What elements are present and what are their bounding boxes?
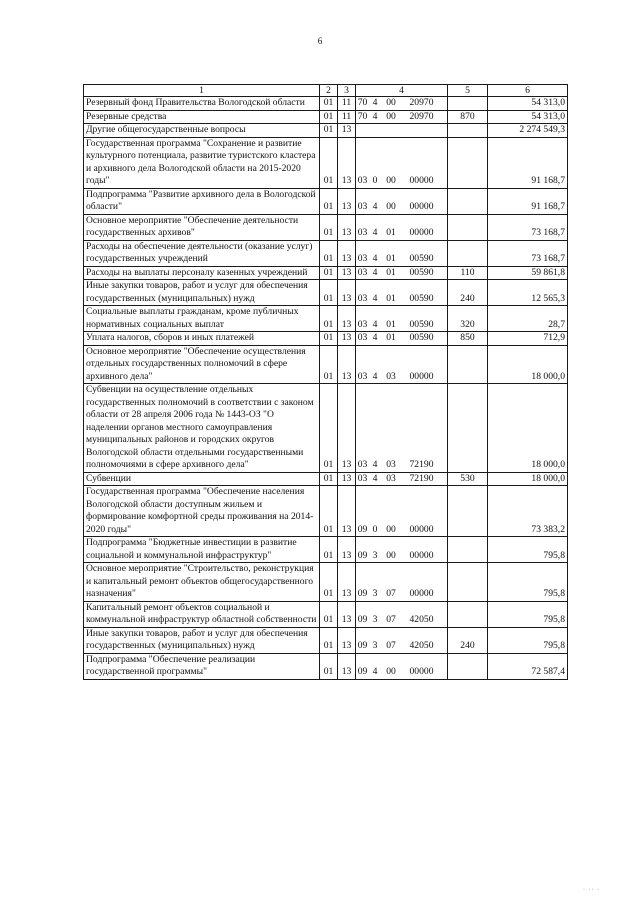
target-article-part: 03 — [386, 370, 396, 382]
target-article-part: 4 — [372, 472, 378, 484]
section-code-cell: 01 — [320, 537, 338, 563]
target-article-part: 09 — [357, 549, 368, 561]
target-article-part: 09 — [357, 523, 368, 535]
target-article-part: 03 — [357, 459, 368, 470]
target-article-part: 07 — [386, 588, 396, 599]
amount-cell: 54 313,0 — [488, 110, 568, 124]
target-article-part: 00000 — [409, 201, 434, 212]
amount-cell: 12 565,3 — [488, 280, 568, 306]
row-name-cell: Уплата налогов, сборов и иных платежей — [84, 332, 320, 346]
target-article-part: 00590 — [409, 318, 434, 330]
table-row — [84, 537, 568, 563]
target-article-part: 4 — [372, 666, 378, 677]
expense-type-cell: 850 — [448, 332, 488, 346]
row-name-cell: Социальные выплаты гражданам, кроме публичных нормативных социальных выплат — [84, 306, 320, 332]
target-article-cell — [356, 627, 448, 653]
table-row — [84, 266, 568, 280]
table-row — [84, 110, 568, 124]
target-article-part: 01 — [386, 227, 396, 238]
subsection-code-cell: 13 — [338, 345, 356, 384]
target-article-part: 03 — [357, 175, 368, 186]
target-article-part: 3 — [372, 588, 378, 599]
target-article-part: 01 — [386, 292, 396, 304]
amount-cell: 28,7 — [488, 306, 568, 332]
header-cell: 3 — [338, 85, 356, 97]
expense-type-cell: 320 — [448, 306, 488, 332]
target-article-part: 72190 — [409, 459, 434, 470]
section-code-cell: 01 — [320, 214, 338, 240]
target-article-cell — [356, 240, 448, 266]
table-row — [84, 137, 568, 188]
row-name-cell: Основное мероприятие "Обеспечение осуществления отдельных государственных полномочий в сфере архивного дела" — [84, 345, 320, 384]
expense-type-cell — [448, 124, 488, 138]
target-article-part: 00 — [386, 523, 396, 535]
target-article-cell — [356, 472, 448, 486]
target-article-part: 72190 — [409, 472, 434, 484]
amount-cell: 91 168,7 — [488, 137, 568, 188]
row-name-cell: Государственная программа "Обеспечение населения Вологодской области доступным жильем и формирование комфортной среды проживания на 2014-2020 годы" — [84, 486, 320, 537]
amount-cell: 59 861,8 — [488, 266, 568, 280]
table-row — [84, 653, 568, 679]
target-article-part: 00000 — [409, 227, 434, 238]
table-header-row — [84, 85, 568, 97]
target-article-part: 03 — [357, 472, 368, 484]
expense-type-cell — [448, 653, 488, 679]
section-code-cell: 01 — [320, 266, 338, 280]
target-article-part: 4 — [372, 332, 378, 343]
row-name-cell: Другие общегосударственные вопросы — [84, 124, 320, 138]
row-name-cell: Расходы на выплаты персоналу казенных учреждений — [84, 266, 320, 280]
target-article-part: 3 — [372, 640, 378, 651]
target-article-cell — [356, 345, 448, 384]
row-name-cell: Иные закупки товаров, работ и услуг для обеспечения государственных (муниципальных) нужд — [84, 627, 320, 653]
expense-type-cell — [448, 384, 488, 473]
table-row — [84, 563, 568, 602]
target-article-part: 03 — [357, 253, 368, 264]
section-code-cell: 01 — [320, 124, 338, 138]
target-article-part: 01 — [386, 332, 396, 343]
target-article-part: 03 — [386, 459, 396, 470]
target-article-part: 03 — [386, 472, 396, 484]
subsection-code-cell: 13 — [338, 266, 356, 280]
amount-cell: 72 587,4 — [488, 653, 568, 679]
amount-cell: 795,8 — [488, 601, 568, 627]
target-article-cell — [356, 110, 448, 124]
section-code-cell: 01 — [320, 280, 338, 306]
table-row — [84, 486, 568, 537]
target-article-part: 4 — [372, 201, 378, 212]
subsection-code-cell: 13 — [338, 306, 356, 332]
target-article-part: 00000 — [409, 523, 434, 535]
amount-cell: 18 000,0 — [488, 345, 568, 384]
expense-type-cell: 240 — [448, 627, 488, 653]
amount-cell: 795,8 — [488, 563, 568, 602]
subsection-code-cell: 11 — [338, 97, 356, 111]
amount-cell: 73 383,2 — [488, 486, 568, 537]
expense-type-cell — [448, 537, 488, 563]
target-article-cell — [356, 306, 448, 332]
amount-cell: 54 313,0 — [488, 97, 568, 111]
table-row — [84, 627, 568, 653]
expense-type-cell — [448, 345, 488, 384]
expense-type-cell: 530 — [448, 472, 488, 486]
subsection-code-cell: 13 — [338, 472, 356, 486]
target-article-part: 09 — [357, 614, 368, 625]
target-article-cell — [356, 124, 448, 138]
table-row — [84, 124, 568, 138]
row-name-cell: Резервный фонд Правительства Вологодской области — [84, 97, 320, 111]
section-code-cell: 01 — [320, 306, 338, 332]
section-code-cell: 01 — [320, 653, 338, 679]
expense-type-cell — [448, 486, 488, 537]
target-article-part: 07 — [386, 614, 396, 625]
subsection-code-cell: 13 — [338, 188, 356, 214]
target-article-part: 00590 — [409, 266, 434, 278]
table-row — [84, 345, 568, 384]
amount-cell: 18 000,0 — [488, 472, 568, 486]
target-article-part: 70 — [357, 97, 368, 108]
target-article-cell — [356, 266, 448, 280]
expense-type-cell: 110 — [448, 266, 488, 280]
target-article-part: 4 — [372, 110, 378, 122]
target-article-part: 00590 — [409, 292, 434, 304]
amount-cell: 91 168,7 — [488, 188, 568, 214]
subsection-code-cell: 13 — [338, 486, 356, 537]
target-article-part: 00000 — [409, 370, 434, 382]
target-article-part: 4 — [372, 370, 378, 382]
row-name-cell: Иные закупки товаров, работ и услуг для обеспечения государственных (муниципальных) нужд — [84, 280, 320, 306]
header-cell: 1 — [84, 85, 320, 97]
section-code-cell: 01 — [320, 486, 338, 537]
target-article-part: 09 — [357, 640, 368, 651]
target-article-part: 4 — [372, 227, 378, 238]
target-article-part: 20970 — [409, 97, 434, 108]
table-row — [84, 306, 568, 332]
target-article-part: 03 — [357, 201, 368, 212]
row-name-cell: Основное мероприятие "Обеспечение деятельности государственных архивов" — [84, 214, 320, 240]
subsection-code-cell: 13 — [338, 653, 356, 679]
target-article-part: 0 — [372, 175, 378, 186]
target-article-part: 0 — [372, 523, 378, 535]
target-article-cell — [356, 563, 448, 602]
row-name-cell: Резервные средства — [84, 110, 320, 124]
section-code-cell: 01 — [320, 472, 338, 486]
target-article-part: 03 — [357, 292, 368, 304]
table-row — [84, 188, 568, 214]
row-name-cell: Подпрограмма "Обеспечение реализации государственной программы" — [84, 653, 320, 679]
target-article-part: 07 — [386, 640, 396, 651]
target-article-part: 01 — [386, 318, 396, 330]
subsection-code-cell: 13 — [338, 384, 356, 473]
section-code-cell: 01 — [320, 345, 338, 384]
target-article-cell — [356, 601, 448, 627]
target-article-part: 09 — [357, 666, 368, 677]
table-row — [84, 214, 568, 240]
target-article-part: 00000 — [409, 549, 434, 561]
row-name-cell: Субвенции — [84, 472, 320, 486]
target-article-part: 00 — [386, 666, 396, 677]
amount-cell: 73 168,7 — [488, 240, 568, 266]
target-article-cell — [356, 280, 448, 306]
target-article-part: 00 — [386, 175, 396, 186]
expense-type-cell — [448, 97, 488, 111]
table-row — [84, 280, 568, 306]
target-article-part: 03 — [357, 227, 368, 238]
subsection-code-cell: 13 — [338, 137, 356, 188]
subsection-code-cell: 13 — [338, 563, 356, 602]
table-row — [84, 384, 568, 473]
budget-table — [83, 84, 568, 680]
target-article-cell — [356, 188, 448, 214]
amount-cell: 73 168,7 — [488, 214, 568, 240]
amount-cell: 712,9 — [488, 332, 568, 346]
expense-type-cell — [448, 601, 488, 627]
subsection-code-cell: 13 — [338, 240, 356, 266]
target-article-part: 09 — [357, 588, 368, 599]
target-article-cell — [356, 97, 448, 111]
expense-type-cell: 870 — [448, 110, 488, 124]
table-row — [84, 601, 568, 627]
target-article-part: 3 — [372, 614, 378, 625]
row-name-cell: Капитальный ремонт объектов социальной и коммунальной инфраструктур областной собственности — [84, 601, 320, 627]
target-article-part: 00000 — [409, 175, 434, 186]
target-article-part: 03 — [357, 266, 368, 278]
expense-type-cell — [448, 137, 488, 188]
subsection-code-cell: 13 — [338, 124, 356, 138]
target-article-part: 42050 — [409, 640, 434, 651]
target-article-cell — [356, 653, 448, 679]
target-article-part: 4 — [372, 459, 378, 470]
target-article-cell — [356, 384, 448, 473]
section-code-cell: 01 — [320, 563, 338, 602]
row-name-cell: Основное мероприятие "Строительство, реконструкция и капитальный ремонт объектов общегосударственного назначения" — [84, 563, 320, 602]
subsection-code-cell: 13 — [338, 537, 356, 563]
table-row — [84, 472, 568, 486]
target-article-cell — [356, 214, 448, 240]
target-article-cell — [356, 537, 448, 563]
expense-type-cell — [448, 240, 488, 266]
target-article-part: 4 — [372, 292, 378, 304]
target-article-part: 00 — [386, 97, 396, 108]
target-article-part: 4 — [372, 318, 378, 330]
row-name-cell: Подпрограмма "Бюджетные инвестиции в развитие социальной и коммунальной инфраструктур" — [84, 537, 320, 563]
table-row — [84, 97, 568, 111]
target-article-part: 4 — [372, 266, 378, 278]
target-article-part: 70 — [357, 110, 368, 122]
section-code-cell: 01 — [320, 137, 338, 188]
target-article-part: 00 — [386, 110, 396, 122]
section-code-cell: 01 — [320, 188, 338, 214]
row-name-cell: Субвенции на осуществление отдельных государственных полномочий в соответствии с законом области от 28 апреля 2006 года № 1443-ОЗ "О наделении органов местного самоуправления муниципальных районов и городских округов Вологодской области отдельными государственными полномочиями в сфере архивного дела" — [84, 384, 320, 473]
section-code-cell: 01 — [320, 240, 338, 266]
subsection-code-cell: 13 — [338, 601, 356, 627]
expense-type-cell — [448, 188, 488, 214]
row-name-cell: Государственная программа "Сохранение и развитие культурного потенциала, развитие туристского кластера и архивного дела Вологодской области на 2015-2020 годы" — [84, 137, 320, 188]
target-article-cell — [356, 332, 448, 346]
expense-type-cell: 240 — [448, 280, 488, 306]
subsection-code-cell: 13 — [338, 214, 356, 240]
target-article-part: 03 — [357, 370, 368, 382]
header-cell: 5 — [448, 85, 488, 97]
target-article-part: 42050 — [409, 614, 434, 625]
target-article-part: 03 — [357, 332, 368, 343]
target-article-part: 00000 — [409, 588, 434, 599]
target-article-part: 01 — [386, 253, 396, 264]
subsection-code-cell: 13 — [338, 627, 356, 653]
header-cell: 6 — [488, 85, 568, 97]
subsection-code-cell: 13 — [338, 332, 356, 346]
expense-type-cell — [448, 563, 488, 602]
target-article-part: 00 — [386, 549, 396, 561]
page-number: 6 — [317, 36, 323, 46]
target-article-part: 00000 — [409, 666, 434, 677]
section-code-cell: 01 — [320, 97, 338, 111]
target-article-cell — [356, 486, 448, 537]
header-cell: 4 — [356, 85, 448, 97]
amount-cell: 795,8 — [488, 537, 568, 563]
subsection-code-cell: 13 — [338, 280, 356, 306]
scan-mark: · ·· · — [583, 887, 600, 893]
row-name-cell: Подпрограмма "Развитие архивного дела в Вологодской области" — [84, 188, 320, 214]
target-article-part: 00 — [386, 201, 396, 212]
section-code-cell: 01 — [320, 627, 338, 653]
table-row — [84, 332, 568, 346]
target-article-part: 4 — [372, 253, 378, 264]
amount-cell: 2 274 549,3 — [488, 124, 568, 138]
target-article-part: 00590 — [409, 253, 434, 264]
row-name-cell: Расходы на обеспечение деятельности (оказание услуг) государственных учреждений — [84, 240, 320, 266]
section-code-cell: 01 — [320, 110, 338, 124]
target-article-part: 20970 — [409, 110, 434, 122]
target-article-part: 3 — [372, 549, 378, 561]
amount-cell: 795,8 — [488, 627, 568, 653]
target-article-part: 00590 — [409, 332, 434, 343]
section-code-cell: 01 — [320, 384, 338, 473]
target-article-part: 03 — [357, 318, 368, 330]
target-article-part: 4 — [372, 97, 378, 108]
section-code-cell: 01 — [320, 332, 338, 346]
amount-cell: 18 000,0 — [488, 384, 568, 473]
subsection-code-cell: 11 — [338, 110, 356, 124]
target-article-part: 01 — [386, 266, 396, 278]
header-cell: 2 — [320, 85, 338, 97]
expense-type-cell — [448, 214, 488, 240]
section-code-cell: 01 — [320, 601, 338, 627]
target-article-cell — [356, 137, 448, 188]
table-row — [84, 240, 568, 266]
